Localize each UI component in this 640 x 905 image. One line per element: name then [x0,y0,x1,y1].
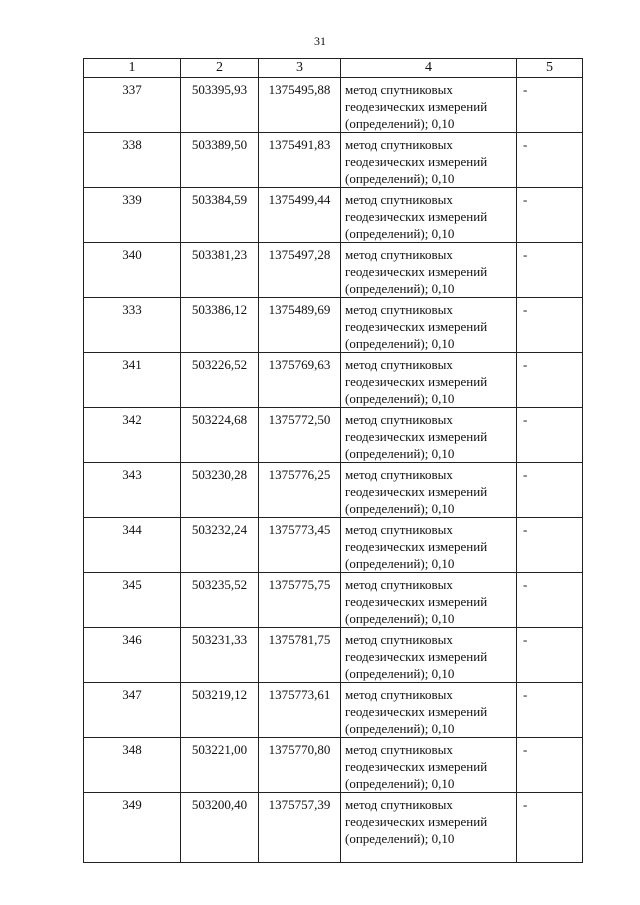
method-line-1: метод спутниковых [345,797,453,812]
note-cell: - [517,298,583,353]
method-line-3: (определений); 0,10 [345,281,455,296]
point-number: 340 [84,243,181,298]
method-line-3: (определений); 0,10 [345,446,455,461]
page-number: 31 [314,34,326,48]
table-row [84,133,583,188]
method-line-3: (определений); 0,10 [345,776,455,791]
table-row [84,463,583,518]
point-number: 349 [84,793,181,863]
method-line-2: геодезических измерений [345,484,488,499]
table-row [84,573,583,628]
method-line-1: метод спутниковых [345,302,453,317]
note-cell: - [517,463,583,518]
note-cell: - [517,518,583,573]
point-number: 343 [84,463,181,518]
point-number: 339 [84,188,181,243]
note-cell: - [517,188,583,243]
method-line-2: геодезических измерений [345,814,488,829]
method-line-2: геодезических измерений [345,759,488,774]
method-line-2: геодезических измерений [345,429,488,444]
point-number: 338 [84,133,181,188]
coordinate-y: 1375489,69 [259,298,341,353]
coordinate-y: 1375773,61 [259,683,341,738]
method-cell [341,573,517,628]
note-cell: - [517,793,583,863]
method-cell [341,298,517,353]
method-line-2: геодезических измерений [345,374,488,389]
coordinate-x: 503221,00 [181,738,259,793]
table-row [84,738,583,793]
method-line-2: геодезических измерений [345,264,488,279]
coordinate-x: 503395,93 [181,78,259,133]
note-cell: - [517,738,583,793]
method-line-1: метод спутниковых [345,467,453,482]
method-line-3: (определений); 0,10 [345,336,455,351]
table-row [84,793,583,863]
point-number: 341 [84,353,181,408]
table-row [84,298,583,353]
coordinate-y: 1375781,75 [259,628,341,683]
method-cell [341,518,517,573]
coordinate-y: 1375491,83 [259,133,341,188]
method-cell [341,78,517,133]
coordinate-x: 503200,40 [181,793,259,863]
method-line-3: (определений); 0,10 [345,556,455,571]
coordinate-y: 1375495,88 [259,78,341,133]
header-col-1: 1 [84,59,181,78]
coordinate-x: 503389,50 [181,133,259,188]
coordinate-y: 1375769,63 [259,353,341,408]
point-number: 345 [84,573,181,628]
method-line-2: геодезических измерений [345,209,488,224]
coordinate-y: 1375497,28 [259,243,341,298]
method-line-2: геодезических измерений [345,594,488,609]
coordinate-y: 1375773,45 [259,518,341,573]
method-line-3: (определений); 0,10 [345,721,455,736]
coordinate-x: 503224,68 [181,408,259,463]
point-number: 347 [84,683,181,738]
coordinate-y: 1375776,25 [259,463,341,518]
coordinate-x: 503219,12 [181,683,259,738]
method-line-3: (определений); 0,10 [345,666,455,681]
method-cell [341,738,517,793]
method-line-2: геодезических измерений [345,319,488,334]
method-cell [341,793,517,863]
method-cell [341,243,517,298]
method-line-3: (определений); 0,10 [345,831,455,846]
method-line-2: геодезических измерений [345,649,488,664]
method-cell [341,683,517,738]
method-line-1: метод спутниковых [345,82,453,97]
header-col-5: 5 [517,59,583,78]
method-line-2: геодезических измерений [345,154,488,169]
point-number: 344 [84,518,181,573]
method-cell [341,408,517,463]
header-col-3: 3 [259,59,341,78]
method-line-3: (определений); 0,10 [345,116,455,131]
coordinate-x: 503386,12 [181,298,259,353]
coordinate-y: 1375775,75 [259,573,341,628]
method-cell [341,188,517,243]
table-row [84,628,583,683]
method-line-1: метод спутниковых [345,632,453,647]
method-line-1: метод спутниковых [345,687,453,702]
coordinate-x: 503226,52 [181,353,259,408]
note-cell: - [517,353,583,408]
coordinate-x: 503235,52 [181,573,259,628]
method-line-2: геодезических измерений [345,704,488,719]
method-line-1: метод спутниковых [345,522,453,537]
method-line-3: (определений); 0,10 [345,226,455,241]
method-line-1: метод спутниковых [345,412,453,427]
coordinate-x: 503230,28 [181,463,259,518]
table-row [84,353,583,408]
coordinate-x: 503231,33 [181,628,259,683]
point-number: 333 [84,298,181,353]
note-cell: - [517,683,583,738]
method-cell [341,353,517,408]
method-cell [341,133,517,188]
point-number: 342 [84,408,181,463]
note-cell: - [517,133,583,188]
table-row [84,683,583,738]
coordinate-y: 1375757,39 [259,793,341,863]
header-col-2: 2 [181,59,259,78]
note-cell: - [517,573,583,628]
method-line-3: (определений); 0,10 [345,391,455,406]
method-line-2: геодезических измерений [345,99,488,114]
method-line-3: (определений); 0,10 [345,611,455,626]
coordinate-x: 503232,24 [181,518,259,573]
note-cell: - [517,408,583,463]
table-header-row [84,59,583,78]
coordinate-x: 503381,23 [181,243,259,298]
method-line-2: геодезических измерений [345,539,488,554]
point-number: 348 [84,738,181,793]
table-body [84,78,583,863]
point-number: 337 [84,78,181,133]
method-cell [341,628,517,683]
note-cell: - [517,78,583,133]
coordinate-y: 1375770,80 [259,738,341,793]
note-cell: - [517,243,583,298]
method-line-1: метод спутниковых [345,577,453,592]
method-line-1: метод спутниковых [345,247,453,262]
method-cell [341,463,517,518]
method-line-1: метод спутниковых [345,742,453,757]
table-row [84,188,583,243]
table-row [84,518,583,573]
method-line-3: (определений); 0,10 [345,501,455,516]
method-line-1: метод спутниковых [345,357,453,372]
coordinate-y: 1375499,44 [259,188,341,243]
table-row [84,243,583,298]
header-col-4: 4 [341,59,517,78]
method-line-1: метод спутниковых [345,192,453,207]
table-row [84,408,583,463]
coordinate-x: 503384,59 [181,188,259,243]
note-cell: - [517,628,583,683]
coordinate-y: 1375772,50 [259,408,341,463]
table-row [84,78,583,133]
method-line-1: метод спутниковых [345,137,453,152]
coordinates-table [83,58,583,863]
method-line-3: (определений); 0,10 [345,171,455,186]
point-number: 346 [84,628,181,683]
